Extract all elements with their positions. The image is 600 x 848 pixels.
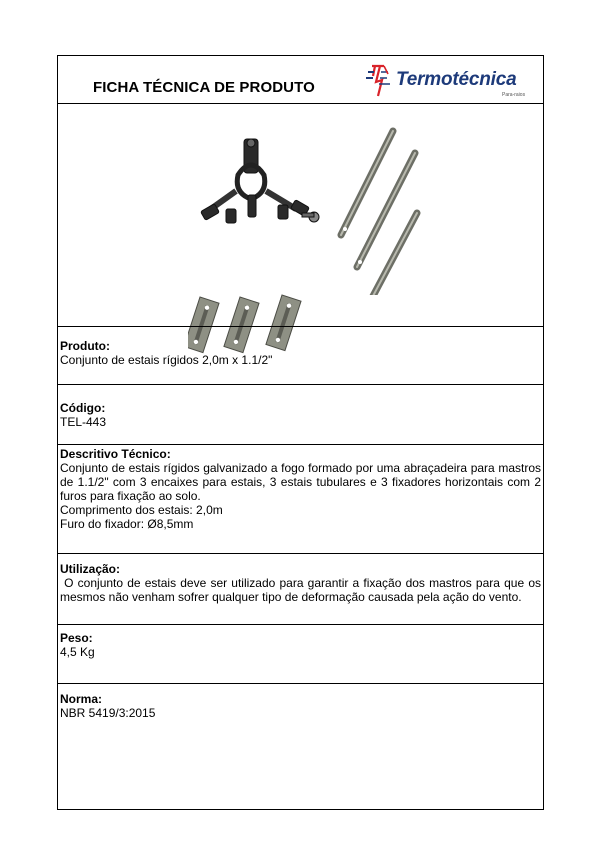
- bracket-clamp-image: [198, 133, 328, 243]
- codigo-value: TEL-443: [60, 415, 107, 429]
- technical-sheet: [57, 55, 544, 810]
- lightning-logo-icon: [366, 62, 396, 102]
- section-divider: [58, 683, 543, 684]
- brand-tagline: Para-raios: [502, 92, 526, 98]
- product-images: [58, 105, 543, 327]
- peso-label: Peso:: [60, 631, 93, 645]
- norma-label: Norma:: [60, 692, 103, 706]
- brand-name: Termotécnica: [396, 69, 517, 90]
- sheet-header: [58, 56, 543, 104]
- descritivo-value: Conjunto de estais rígidos galvanizado a fogo formado por uma abraçadeira para mastros de 1.1/2" com 3 encaixes para estais, 3 estais tubulares e 3 fixadores horizontais com 2 furos para fixação ao solo.: [60, 461, 541, 503]
- produto-label: Produto:: [60, 339, 110, 353]
- utilizacao-value: O conjunto de estais deve ser utilizado para garantir a fixação dos mastros para que os mesmos não venham sofrer qualquer tipo de deformação causada pela ação do vento.: [60, 576, 545, 604]
- section-divider: [58, 444, 543, 445]
- tubular-stays-image: [333, 125, 423, 295]
- peso-value: 4,5 Kg: [60, 645, 95, 659]
- section-divider: [58, 384, 543, 385]
- codigo-section: [60, 401, 541, 429]
- descritivo-label: Descritivo Técnico:: [60, 447, 171, 461]
- norma-value: NBR 5419/3:2015: [60, 706, 156, 720]
- codigo-label: Código:: [60, 401, 106, 415]
- produto-value: Conjunto de estais rígidos 2,0m x 1.1/2": [60, 353, 273, 367]
- peso-section: [60, 631, 541, 659]
- norma-section: [60, 692, 541, 720]
- section-divider: [58, 624, 543, 625]
- descritivo-comprimento: Comprimento dos estais: 2,0m: [60, 503, 223, 517]
- utilizacao-section: [60, 562, 545, 604]
- produto-section: [60, 339, 541, 367]
- section-divider: [58, 553, 543, 554]
- page-title: FICHA TÉCNICA DE PRODUTO: [93, 79, 315, 96]
- descritivo-section: [60, 447, 541, 531]
- brand-logo: [366, 62, 536, 102]
- section-divider: [58, 326, 543, 327]
- utilizacao-label: Utilização:: [60, 562, 121, 576]
- descritivo-furo: Furo do fixador: Ø8,5mm: [60, 517, 194, 531]
